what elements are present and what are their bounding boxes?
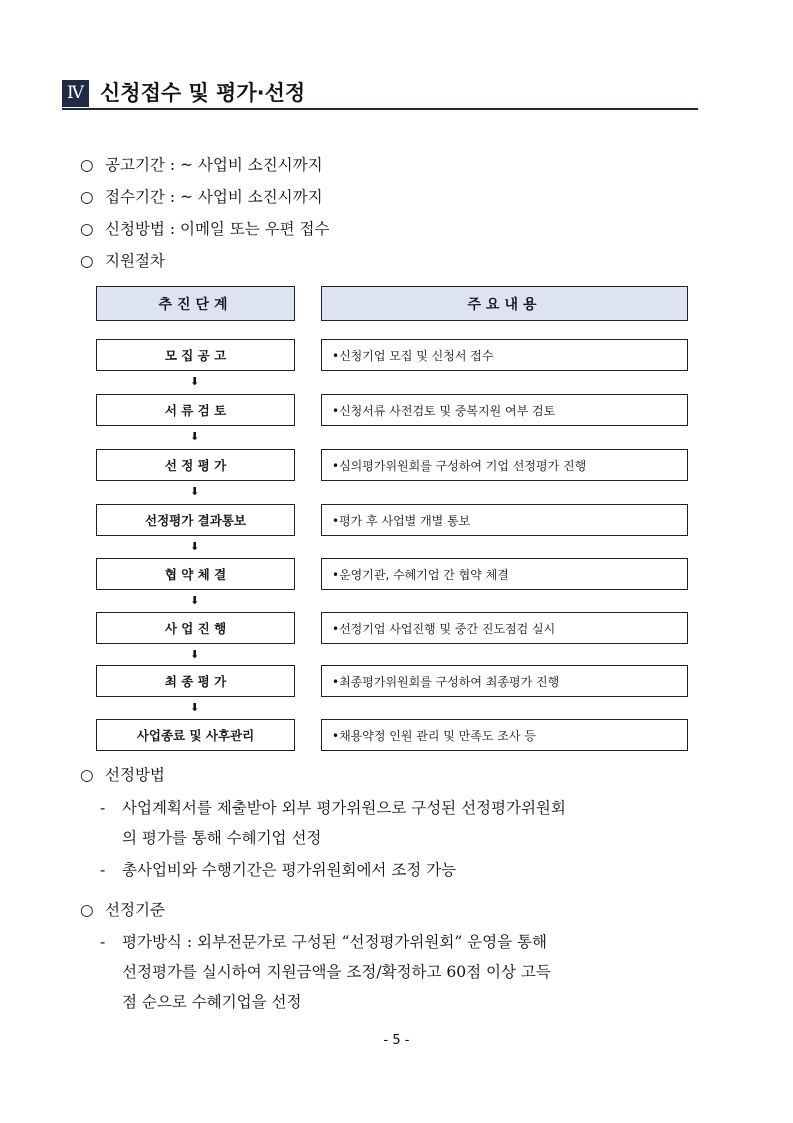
dash-text: 총사업비와 수행기간은 평가위원회에서 조정 가능: [122, 861, 457, 879]
bullet-text: 선정방법: [105, 766, 165, 784]
step-description: •평가 후 사업별 개별 통보: [321, 504, 688, 536]
bullet-support-procedure: [80, 249, 165, 273]
step-description: •채용약정 인원 관리 및 만족도 조사 등: [321, 719, 688, 751]
down-arrow-icon: ⬇: [190, 540, 200, 553]
method-item-1: [100, 796, 566, 820]
heading-underline: [62, 108, 698, 110]
criteria-item: [100, 930, 547, 954]
step-box: 모 집 공 고: [96, 339, 295, 371]
step-box: 최 종 평 가: [96, 665, 295, 697]
bullet-text: 접수기간 : ~ 사업비 소진시까지: [105, 188, 323, 206]
circle-bullet-icon: ○: [80, 188, 94, 206]
step-box: 사 업 진 행: [96, 612, 295, 644]
section-heading: [62, 80, 698, 110]
circle-bullet-icon: ○: [80, 901, 94, 919]
table-header-stage: 추진단계: [96, 286, 295, 321]
method-item-2: [100, 858, 456, 882]
down-arrow-icon: ⬇: [190, 648, 200, 661]
dash-text: 평가방식 : 외부전문가로 구성된 “선정평가위원회” 운영을 통해: [122, 933, 547, 951]
dash-mark: -: [100, 799, 106, 817]
section-number: Ⅳ: [62, 80, 89, 107]
criteria-line-3: 점 순으로 수혜기업을 선정: [122, 993, 302, 1011]
bullet-submission-period: [80, 185, 323, 209]
section-title: 신청접수 및 평가·선정: [100, 81, 306, 105]
bullet-application-method: [80, 217, 330, 241]
criteria-line-2: 선정평가를 실시하여 지원금액을 조정/확정하고 60점 이상 고득: [122, 963, 551, 981]
step-box: 선 정 평 가: [96, 449, 295, 481]
bullet-text: 선정기준: [105, 901, 165, 919]
step-description: •운영기관, 수혜기업 간 협약 체결: [321, 558, 688, 590]
bullet-selection-criteria: [80, 898, 165, 922]
step-description: •신청기업 모집 및 신청서 접수: [321, 339, 688, 371]
step-description: •선정기업 사업진행 및 중간 진도점검 실시: [321, 612, 688, 644]
step-box: 협 약 체 결: [96, 558, 295, 590]
dash-mark: -: [100, 933, 106, 951]
page-number: - 5 -: [383, 1033, 410, 1048]
circle-bullet-icon: ○: [80, 252, 94, 270]
step-box: 선정평가 결과통보: [96, 504, 295, 536]
down-arrow-icon: ⬇: [190, 594, 200, 607]
bullet-text: 공고기간 : ~ 사업비 소진시까지: [105, 156, 323, 174]
circle-bullet-icon: ○: [80, 156, 94, 174]
down-arrow-icon: ⬇: [190, 375, 200, 388]
circle-bullet-icon: ○: [80, 766, 94, 784]
step-description: •심의평가위원회를 구성하여 기업 선정평가 진행: [321, 449, 688, 481]
dash-text: 사업계획서를 제출받아 외부 평가위원으로 구성된 선정평가위원회: [122, 799, 566, 817]
bullet-text: 지원절차: [105, 252, 165, 270]
dash-mark: -: [100, 861, 106, 879]
down-arrow-icon: ⬇: [190, 701, 200, 714]
step-box: 사업종료 및 사후관리: [96, 719, 295, 751]
bullet-announcement-period: [80, 153, 323, 177]
down-arrow-icon: ⬇: [190, 485, 200, 498]
down-arrow-icon: ⬇: [190, 430, 200, 443]
step-description: •최종평가위원회를 구성하여 최종평가 진행: [321, 665, 688, 697]
step-box: 서 류 검 토: [96, 394, 295, 426]
bullet-selection-method: [80, 763, 165, 787]
method-item-1-continued: 의 평가를 통해 수혜기업 선정: [122, 829, 322, 847]
step-description: •신청서류 사전검토 및 중복지원 여부 검토: [321, 394, 688, 426]
circle-bullet-icon: ○: [80, 220, 94, 238]
table-header-content: 주요내용: [321, 286, 688, 321]
bullet-text: 신청방법 : 이메일 또는 우편 접수: [105, 220, 330, 238]
